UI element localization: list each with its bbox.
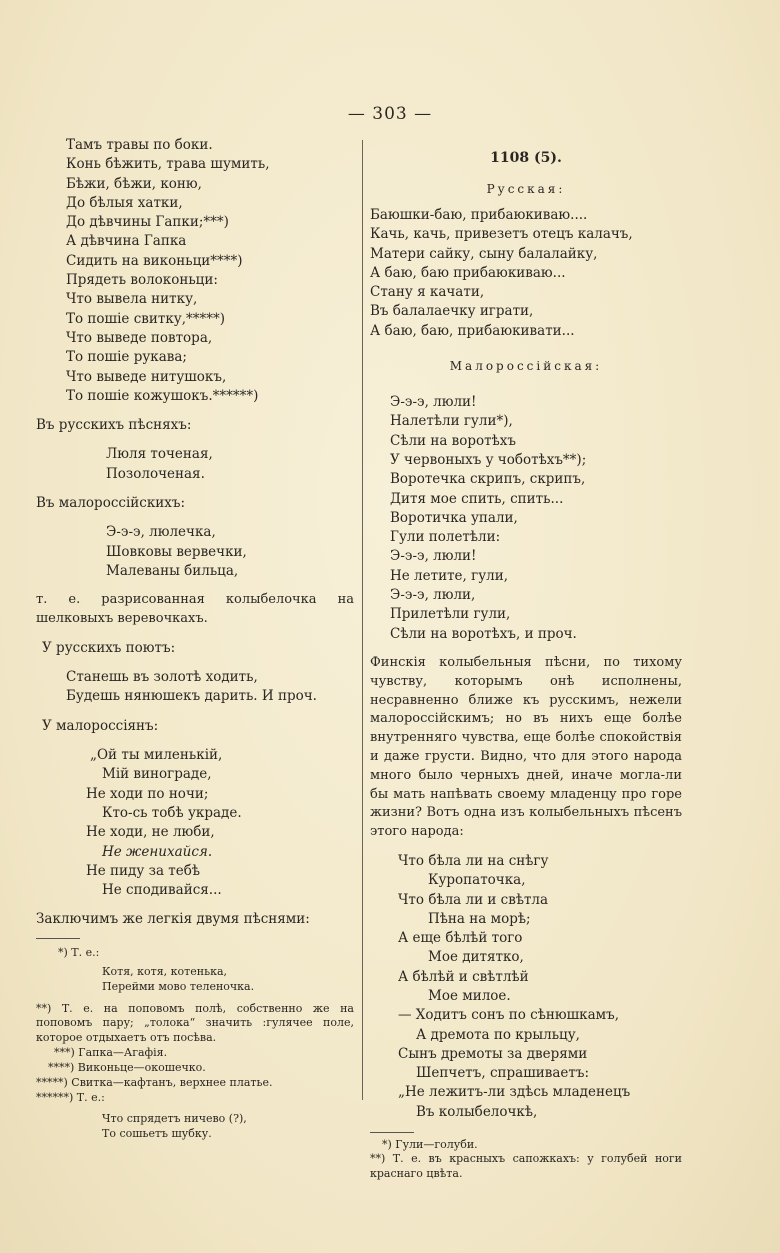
verse-line: Э-э-э, люли, [390,587,476,604]
verse-line: Станешь въ золотѣ ходить, [66,669,258,686]
verse-line: Въ балалаечку играти, [370,303,534,320]
verse-line: Будешь нянюшекъ дарить. И проч. [66,688,317,705]
paragraph: Финскія колыбельныя пѣсни, по тихому чувству, которымъ онѣ исполнены, несравненно ближе къ русскимъ, нежели малороссійскимъ; но въ нихъ еще болѣе внутренняго чувства, еще болѣе спокойствія и даже грусти. Видно, что для этого народа много было черныхъ дней, иначе могла-ли бы мать напѣвать своему младенцу про горе жизни? Вотъ одна изъ колыбельныхъ пѣсенъ этого народа: [370,654,682,840]
verse-line: „Ой ты миленькій, [90,747,223,764]
verse-line: Прилетѣли гули, [390,606,511,623]
paragraph: т. е. разрисованная колыбелочка на шелковыхъ веревочкахъ. [36,592,354,627]
verse-line: Сѣли на воротѣхъ [390,432,516,449]
verse-line: Куропаточка, [428,872,526,889]
footnote: ****) Виконьце—окошечко. [48,1061,206,1075]
verse-line: Что выведе нитушокъ, [66,368,227,385]
verse-line: Бѣжи, бѣжи, коню, [66,175,202,192]
footnote-rule [36,938,80,939]
verse-line: А дремота по крыльцу, [416,1026,580,1043]
verse-line: Въ колыбелочкѣ, [416,1103,538,1120]
section-lead: Въ малороссійскихъ: [36,495,186,512]
verse-line: А бѣлѣй и свѣтлѣй [398,968,529,985]
verse-line: Матери сайку, сыну балалайку, [370,245,598,262]
footnote: *) Т. е.: [58,945,100,959]
verse-line: Люля точеная, [106,446,213,463]
verse-line: Конь бѣжить, трава шумить, [66,156,270,173]
verse-line: До бѣлыя хатки, [66,194,183,211]
verse-line: Не летите, гули, [390,567,509,584]
footnote: **) Т. е. въ красныхъ сапожкахъ: у голубей ноги краснаго цвѣта. [370,1152,682,1180]
section-lead: У малороссіянъ: [42,717,159,734]
verse-line: Малеваны бильца, [106,562,239,579]
right-column [370,150,682,1181]
verse-line: Сидить на виконьци****) [66,252,243,269]
footnote: ***) Гапка—Агафія. [54,1046,168,1060]
verse-line: Позолоченая. [106,465,205,482]
verse-line: Мое дитятко, [428,949,524,966]
verse-line: Шовковы вервечки, [106,543,247,560]
subheading-russian: Русская: [486,182,566,196]
verse-line: Не сподивайся... [102,882,222,899]
verse-line: Не ходи, не люби, [86,824,215,841]
footnote-verse: Котя, котя, котенька, [102,964,228,978]
verse-line: Сынъ дремоты за дверями [398,1045,588,1062]
verse-line: А еще бѣлѣй того [398,930,523,947]
verse-line: Пѣна на морѣ; [428,910,531,927]
verse-line: Налетѣли гули*), [390,413,513,430]
verse-line: Стану я качати, [370,284,485,301]
poem-ending [36,136,354,406]
column-divider [362,140,363,1100]
verse-line: То пошіе рукава; [66,349,187,366]
footnote-verse: Перейми мово теленочка. [102,979,255,993]
verse-line: Что вывела нитку, [66,291,198,308]
footnote: ******) Т. е.: [36,1091,105,1105]
verse-line: Что выведе повтора, [66,329,213,346]
footnote: **) Т. е. на поповомъ полѣ, собственно же на поповомъ пару; „толока“ значить :гулячее поле, которое отдыхаетъ отъ посѣва. [36,1001,354,1044]
footnote: *****) Свитка—кафтанъ, верхнее платье. [36,1076,273,1090]
page-number: — 303 — [347,104,433,124]
verse-line: Мій винограде, [102,766,212,783]
verse-line: — Ходитъ сонъ по сѣнюшкамъ, [398,1007,620,1024]
verse-line: У червоныхъ у чоботѣхъ**); [390,451,587,468]
left-column [36,136,354,1141]
verse-line: До дѣвчины Гапки;***) [66,214,229,231]
verse-line: А баю, баю прибаюкиваю... [370,264,566,281]
verse-line: Воротичка упали, [390,509,518,526]
footnote-verse: Что спрядетъ ничево (?), [102,1112,247,1126]
verse-line: Не ходи по ночи; [86,785,209,802]
verse-line: Шепчетъ, спрашиваетъ: [416,1065,589,1082]
verse-line: А дѣвчина Гапка [66,233,187,250]
verse-line: Качь, качь, привезетъ отецъ калачъ, [370,226,633,243]
verse-line: Прядеть волоконьци: [66,272,218,289]
verse-line: Гули полетѣли: [390,529,501,546]
footnote-verse: То сошьетъ шубку. [102,1127,212,1141]
verse-line: „Не лежитъ-ли здѣсь младенецъ [398,1084,631,1101]
verse-line: Э-э-э, люли! [390,548,477,565]
verse-line: Не пиду за тебѣ [86,862,201,879]
verse-line: Что бѣла ли на снѣгу [398,852,549,869]
verse-line: Сѣли на воротѣхъ, и проч. [390,625,577,642]
verse-line: Э-э-э, люли! [390,394,477,411]
verse-line: Что бѣла ли и свѣтла [398,891,549,908]
subheading-little-russian: Малороссійская: [449,359,603,374]
verse-line: То пошіе свитку,*****) [66,310,226,327]
verse-line: Кто-сь тобѣ украде. [102,804,242,821]
song-number-heading: 1108 (5). [490,150,562,166]
footnote: *) Гули—голуби. [382,1138,478,1152]
verse-line: Э-э-э, люлечка, [106,524,216,541]
verse-line: Дитя мое спить, спить... [390,490,564,507]
section-lead: У русскихъ поютъ: [42,639,176,656]
verse-line: Мое милое. [428,987,511,1004]
verse-line: Баюшки-баю, прибаюкиваю.... [370,207,588,223]
verse-line: Воротечка скрипъ, скрипъ, [390,471,586,488]
verse-line: Не женихайся. [102,843,213,860]
verse-line: Тамъ травы по боки. [66,137,213,153]
section-lead: Заключимъ же легкія двумя пѣснями: [36,911,310,928]
footnote-rule [370,1132,414,1133]
verse-line: То пошіе кожушокъ.******) [66,387,259,404]
verse-line: А баю, баю, прибаюкивати... [370,322,575,339]
section-lead: Въ русскихъ пѣсняхъ: [36,417,192,434]
